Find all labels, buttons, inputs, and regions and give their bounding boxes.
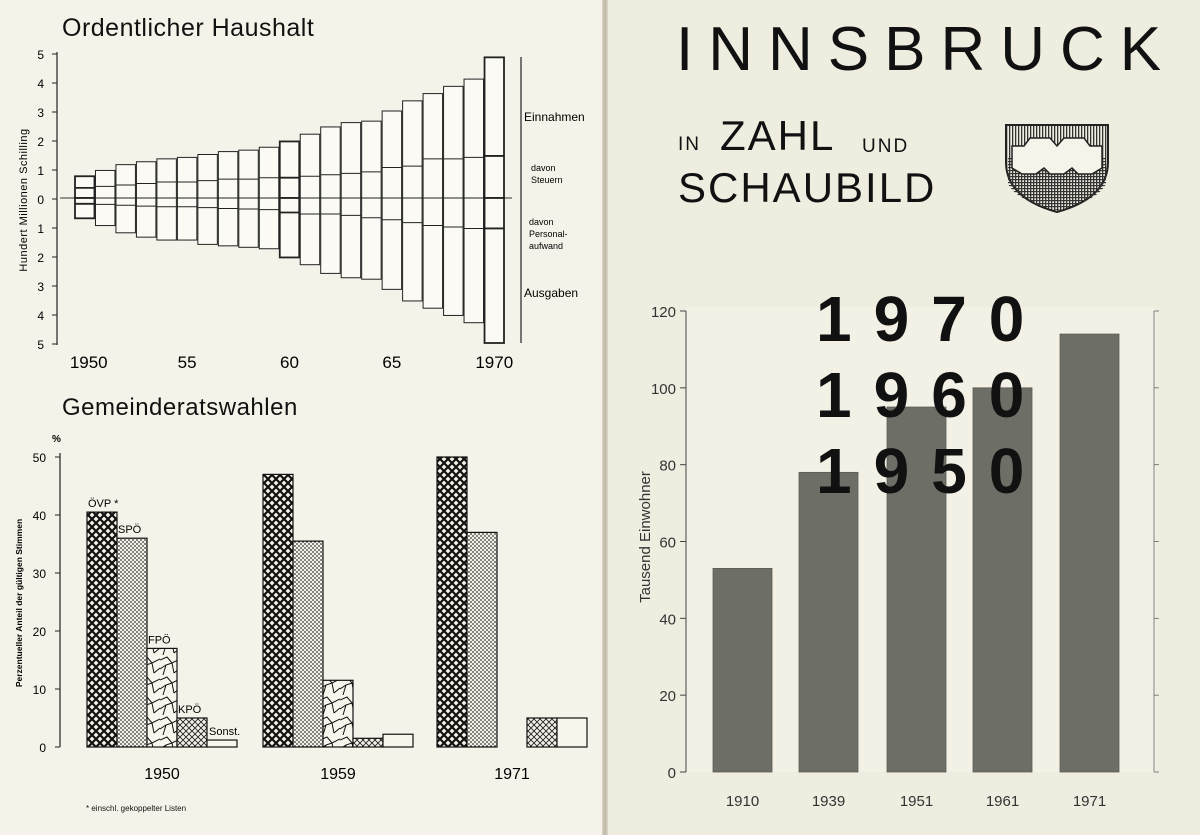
wahlen-chart: [0, 395, 604, 835]
ausgaben-bar: [259, 198, 278, 249]
legend-ausgaben: Ausgaben: [524, 286, 579, 300]
wahlen-xtick-label: 1971: [494, 766, 530, 783]
einnahmen-bar: [157, 159, 176, 198]
wahlen-unit-label: %: [52, 434, 61, 445]
einwohner-ytick-label: 100: [650, 380, 676, 398]
haushalt-ytick-label: 5: [37, 48, 44, 62]
einnahmen-bar: [403, 101, 422, 198]
haushalt-ytick-label: 3: [37, 106, 44, 120]
einwohner-xtick-label: 1961: [985, 793, 1020, 810]
einwohner-bar: [799, 472, 858, 772]
ausgaben-bar: [218, 198, 237, 246]
ausgaben-bar: [198, 198, 217, 244]
einwohner-ytick-label: 80: [659, 457, 676, 475]
legend-steuern-1: davon: [531, 163, 556, 173]
ausgaben-bar: [136, 198, 155, 237]
ausgaben-bar: [177, 198, 196, 240]
einwohner-xtick-label: 1971: [1072, 793, 1107, 810]
haushalt-ylabel: Hundert Millionen Schilling: [18, 128, 30, 272]
ausgaben-bar: [382, 198, 401, 289]
wahlen-bar-fp: [147, 648, 177, 747]
einwohner-xtick-label: 1939: [811, 793, 846, 810]
ausgaben-bar: [444, 198, 463, 315]
haushalt-ytick-label: 5: [37, 338, 44, 352]
einnahmen-bar: [423, 94, 442, 198]
wahlen-bar-kp: [177, 718, 207, 747]
einnahmen-bar: [95, 170, 114, 198]
einwohner-xtick-label: 1951: [899, 793, 934, 810]
haushalt-chart-title: Ordentlicher Haushalt: [62, 14, 315, 42]
einnahmen-bar: [321, 127, 340, 198]
haushalt-xtick-label: 55: [177, 353, 197, 372]
wahlen-bar-vp: [263, 474, 293, 747]
einnahmen-bar: [362, 121, 381, 198]
wahlen-xtick-label: 1959: [320, 766, 356, 783]
einnahmen-bar: [239, 150, 258, 198]
wahlen-bar-sp: [117, 538, 147, 747]
wahlen-series-label: FPÖ: [148, 634, 171, 647]
haushalt-ytick-label: 4: [37, 309, 44, 323]
haushalt-xtick-label: 1950: [69, 353, 108, 372]
wahlen-xtick-label: 1950: [144, 766, 180, 783]
einwohner-ytick-label: 20: [659, 688, 676, 706]
ausgaben-bar: [403, 198, 422, 301]
wahlen-bar-sonst: [207, 740, 237, 747]
legend-einnahmen: Einnahmen: [524, 110, 585, 124]
einwohner-bar: [1060, 334, 1119, 772]
einwohner-ylabel: Tausend Einwohner: [637, 471, 654, 603]
overlay-year-3: 1950: [816, 435, 1047, 507]
legend-personal-2: Personal-: [529, 229, 568, 239]
subtitle-in: IN: [678, 134, 701, 155]
wahlen-series-label: Sonst.: [209, 726, 241, 739]
overlay-year-1: 1970: [816, 283, 1047, 355]
ausgaben-bar: [300, 198, 319, 265]
wahlen-ytick-label: 0: [39, 741, 46, 755]
haushalt-xtick-label: 1970: [475, 353, 514, 372]
wahlen-bar-sonst: [383, 734, 413, 747]
ausgaben-bar: [116, 198, 135, 233]
wahlen-ytick-label: 30: [32, 567, 46, 581]
einnahmen-bar: [116, 165, 135, 198]
einwohner-ytick-label: 60: [659, 534, 676, 552]
haushalt-ytick-label: 3: [37, 280, 44, 294]
einnahmen-bar: [259, 147, 278, 198]
wahlen-bar-kp: [353, 738, 383, 747]
haushalt-xtick-label: 60: [280, 353, 299, 372]
wahlen-series-label: SPÖ: [118, 524, 142, 537]
einnahmen-bar: [382, 111, 401, 198]
legend-personal-3: aufwand: [529, 241, 564, 251]
einnahmen-bar: [444, 86, 463, 198]
einnahmen-bar: [177, 157, 196, 198]
ausgaben-bar: [341, 198, 360, 278]
wahlen-ylabel: Perzentueller Anteil der gültigen Stimmen: [14, 518, 24, 688]
coat-of-arms-icon: [1000, 122, 1112, 214]
ausgaben-bar: [321, 198, 340, 273]
wahlen-ytick-label: 50: [32, 451, 46, 465]
wahlen-ytick-label: 20: [32, 625, 46, 639]
einwohner-ytick-label: 120: [650, 304, 676, 321]
einnahmen-bar: [485, 57, 504, 198]
wahlen-bar-sp: [293, 541, 323, 747]
haushalt-ytick-label: 4: [37, 77, 44, 91]
ausgaben-bar: [485, 198, 504, 343]
ausgaben-bar: [280, 198, 299, 257]
einnahmen-bar: [464, 79, 483, 198]
subtitle-schaubild: SCHAUBILD: [678, 164, 937, 211]
wahlen-chart-title: Gemeinderatswahlen: [62, 394, 298, 421]
einnahmen-bar: [136, 162, 155, 198]
einnahmen-bar: [218, 152, 237, 198]
legend-personal-1: davon: [529, 217, 554, 227]
subtitle-zahl: ZAHL: [720, 112, 836, 159]
ausgaben-bar: [95, 198, 114, 226]
overlay-year-2: 1960: [816, 359, 1047, 431]
einnahmen-bar: [341, 123, 360, 198]
ausgaben-bar: [239, 198, 258, 247]
einwohner-ytick-label: 40: [659, 611, 676, 629]
wahlen-bar-sonst: [557, 718, 587, 747]
wahlen-series-label: ÖVP *: [88, 498, 119, 511]
haushalt-xtick-label: 65: [382, 353, 402, 372]
einwohner-xtick-label: 1910: [725, 793, 760, 810]
wahlen-series-label: KPÖ: [178, 704, 202, 716]
haushalt-ytick-label: 1: [37, 222, 44, 236]
haushalt-ytick-label: 0: [37, 193, 44, 207]
subtitle-und: UND: [862, 136, 910, 157]
einwohner-ytick-label: 0: [667, 765, 676, 782]
ausgaben-bar: [157, 198, 176, 240]
haushalt-ytick-label: 1: [37, 164, 44, 178]
ausgaben-bar: [362, 198, 381, 279]
haushalt-chart: [0, 0, 604, 380]
einnahmen-bar: [198, 155, 217, 199]
wahlen-bar-sp: [467, 532, 497, 747]
einnahmen-bar: [300, 134, 319, 198]
ausgaben-bar: [75, 198, 94, 218]
footnote: * einschl. gekoppelter Listen: [86, 804, 187, 813]
legend-steuern-2: Steuern: [531, 175, 563, 185]
wahlen-bar-fp: [323, 680, 353, 747]
einnahmen-bar: [280, 141, 299, 198]
ausgaben-bar: [464, 198, 483, 323]
haushalt-ytick-label: 2: [37, 251, 44, 265]
wahlen-bar-vp: [437, 457, 467, 747]
einwohner-bar: [713, 568, 772, 772]
cover-title: INNSBRUCK: [676, 15, 1177, 84]
ausgaben-bar: [423, 198, 442, 308]
wahlen-bar-kp: [527, 718, 557, 747]
wahlen-ytick-label: 40: [32, 509, 46, 523]
wahlen-ytick-label: 10: [32, 683, 46, 697]
haushalt-ytick-label: 2: [37, 135, 44, 149]
wahlen-bar-vp: [87, 512, 117, 747]
